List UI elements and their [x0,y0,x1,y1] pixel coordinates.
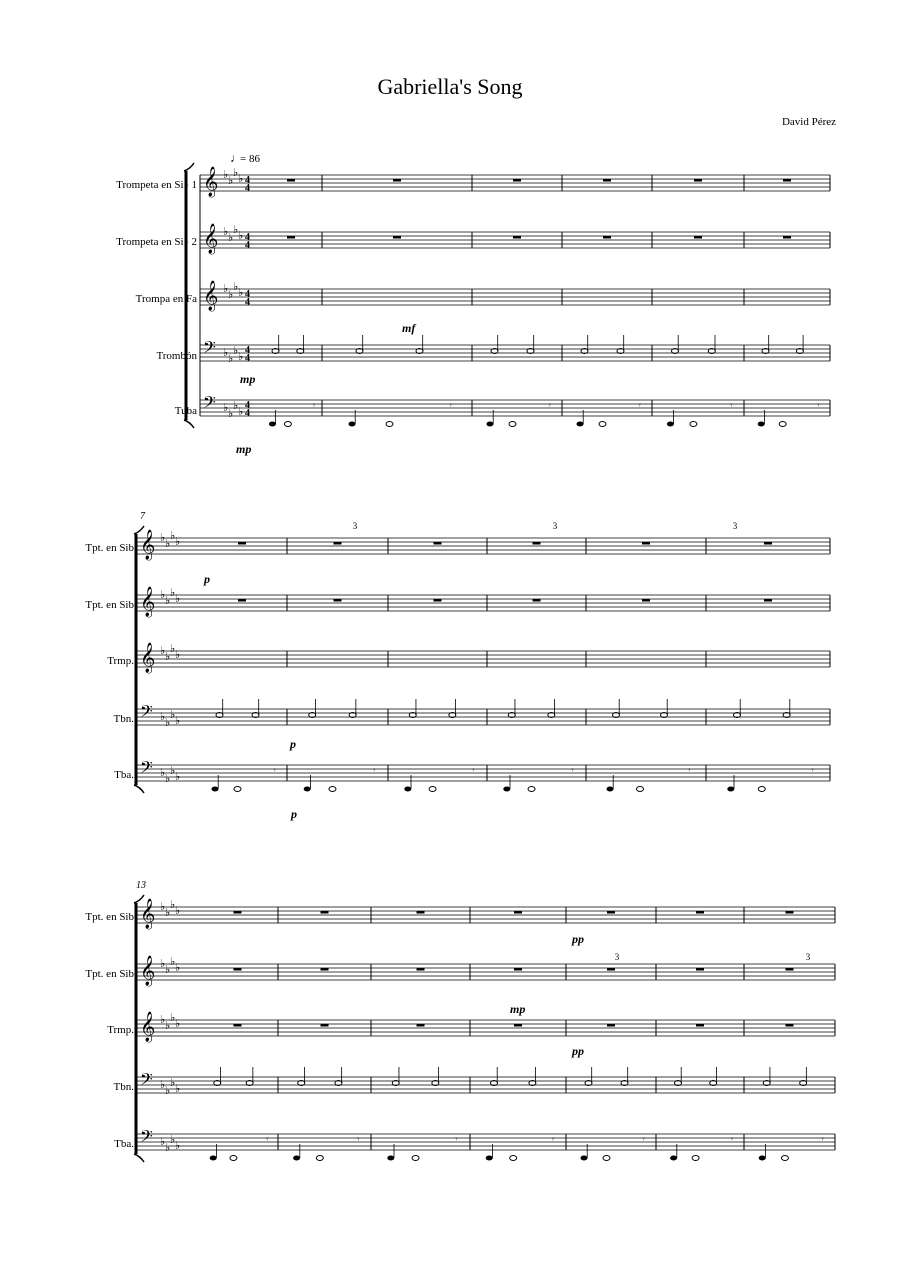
score-title: Gabriella's Song [377,74,523,99]
treble-clef-icon: 𝄞 [140,530,156,559]
whole-rest-icon [393,236,401,239]
flat-icon: ♭ [165,773,171,785]
dynamic-marking: mp [236,442,252,456]
dynamic-marking: mf [402,321,416,335]
bass-clef-icon: 𝄢 [140,1128,153,1150]
treble-clef-icon: 𝄞 [140,899,156,928]
flat-icon: ♭ [170,765,176,777]
whole-rest-icon [607,1024,615,1027]
dynamic-marking: p [291,807,297,821]
tempo-note-icon: ♩ [230,151,242,165]
instrument-label: Trompeta en Si♭ 2 [116,236,197,248]
flat-icon: ♭ [165,717,171,729]
flat-icon: ♭ [228,175,234,187]
flat-icon: ♭ [160,901,166,913]
time-signature-top: 4 [245,345,250,356]
note-head [293,1156,300,1161]
instrument-label: Trmp. [107,655,134,667]
flat-icon: ♭ [160,711,166,723]
flat-icon: ♭ [170,709,176,721]
dynamic-marking: mp [510,1002,526,1016]
whole-rest-icon [533,599,541,602]
whole-rest-icon [514,911,522,914]
flat-icon: ♭ [160,645,166,657]
whole-rest-icon [603,179,611,182]
whole-rest-icon [238,599,246,602]
instrument-label: Trmp. [107,1024,134,1036]
flat-icon: ♭ [160,958,166,970]
flat-icon: ♭ [175,1018,181,1030]
whole-rest-icon [696,911,704,914]
whole-rest-icon [434,542,442,545]
time-signature-top: 4 [245,289,250,300]
flat-icon: ♭ [175,536,181,548]
flat-icon: ♭ [170,643,176,655]
whole-rest-icon [783,236,791,239]
instrument-label: Tbn. [113,713,134,725]
whole-rest-icon [234,911,242,914]
bracket-hook [184,420,194,428]
flat-icon: ♭ [165,907,171,919]
treble-clef-icon: 𝄞 [203,167,219,196]
whole-rest-icon [287,179,295,182]
whole-rest-icon [238,542,246,545]
flat-icon: ♭ [170,587,176,599]
whole-rest-icon [786,911,794,914]
note-head [404,787,411,792]
bracket-hook [134,1154,144,1162]
flat-icon: ♭ [238,230,244,242]
flat-icon: ♭ [165,538,171,550]
eighth-rest-icon: 𝄾 [811,765,814,775]
whole-rest-icon [393,179,401,182]
note-head [667,422,674,427]
flat-icon: ♭ [170,530,176,542]
whole-rest-icon [334,599,342,602]
note-head [210,1156,217,1161]
time-signature-bottom: 4 [245,408,250,419]
tuplet-number: 3 [732,521,738,531]
whole-rest-icon [321,1024,329,1027]
whole-rest-icon [607,968,615,971]
flat-icon: ♭ [170,956,176,968]
tempo-text: = 86 [240,153,260,165]
note-head [329,787,336,792]
treble-clef-icon: 𝄞 [140,1012,156,1041]
whole-rest-icon [234,968,242,971]
dynamic-marking: pp [572,1044,584,1058]
eighth-rest-icon: 𝄾 [551,1134,555,1144]
note-head [603,1156,610,1161]
instrument-label: Trompeta en Si♭ 1 [116,179,197,191]
whole-rest-icon [696,1024,704,1027]
note-head [690,422,697,427]
instrument-label: Tba. [114,769,134,781]
note-head [528,787,535,792]
flat-icon: ♭ [165,964,171,976]
whole-rest-icon [234,1024,242,1027]
flat-icon: ♭ [165,595,171,607]
note-head [486,1156,493,1161]
flat-icon: ♭ [165,1085,171,1097]
flat-icon: ♭ [223,402,229,414]
time-signature-top: 4 [245,400,250,411]
treble-clef-icon: 𝄞 [140,956,156,985]
note-head [758,422,765,427]
instrument-label: Tpt. en Sib [85,911,134,923]
note-head [212,787,219,792]
eighth-rest-icon: 𝄾 [449,400,452,410]
instrument-label: Tba. [114,1138,134,1150]
note-head [230,1156,237,1161]
note-head [510,1156,517,1161]
flat-icon: ♭ [233,224,239,236]
flat-icon: ♭ [238,287,244,299]
note-head [637,787,644,792]
time-signature-bottom: 4 [245,297,250,308]
eighth-rest-icon: 𝄾 [372,765,376,775]
treble-clef-icon: 𝄞 [140,587,156,616]
measure-number: 13 [136,880,146,891]
note-head [316,1156,323,1161]
whole-rest-icon [513,179,521,182]
flat-icon: ♭ [233,167,239,179]
tuplet-number: 3 [352,521,358,531]
flat-icon: ♭ [233,281,239,293]
whole-rest-icon [513,236,521,239]
note-head [387,1156,394,1161]
note-head [412,1156,419,1161]
eighth-rest-icon: 𝄾 [817,400,820,410]
flat-icon: ♭ [223,283,229,295]
flat-icon: ♭ [160,767,166,779]
tuplet-number: 3 [614,952,620,962]
whole-rest-icon [783,179,791,182]
flat-icon: ♭ [175,593,181,605]
flat-icon: ♭ [223,347,229,359]
whole-rest-icon [334,542,342,545]
whole-rest-icon [321,968,329,971]
system-2-labels [85,511,737,821]
flat-icon: ♭ [228,232,234,244]
flat-icon: ♭ [238,406,244,418]
flat-icon: ♭ [233,345,239,357]
flat-icon: ♭ [170,1012,176,1024]
instrument-label: Tbn. [113,1081,134,1093]
instrument-label: Tpt. en Sib [85,968,134,980]
flat-icon: ♭ [175,962,181,974]
eighth-rest-icon: 𝄾 [638,400,641,410]
note-head [304,787,311,792]
time-signature-bottom: 4 [245,353,250,364]
flat-icon: ♭ [175,715,181,727]
flat-icon: ♭ [160,532,166,544]
flat-icon: ♭ [170,1077,176,1089]
note-head [349,422,356,427]
note-head [758,787,765,792]
eighth-rest-icon: 𝄾 [688,765,691,775]
eighth-rest-icon: 𝄾 [265,1134,269,1144]
instrument-label: Trompa en Fa [135,293,197,305]
whole-rest-icon [694,179,702,182]
note-head [670,1156,677,1161]
whole-rest-icon [607,911,615,914]
bass-clef-icon: 𝄢 [203,394,216,416]
whole-rest-icon [417,968,425,971]
treble-clef-icon: 𝄞 [203,224,219,253]
instrument-label: Trombón [156,350,197,362]
system-1-labels [116,179,416,456]
instrument-label: Tpt. en Sib [85,599,134,611]
system-3-labels [85,880,810,1150]
flat-icon: ♭ [175,771,181,783]
flat-icon: ♭ [165,1020,171,1032]
bracket-hook [184,163,194,171]
flat-icon: ♭ [233,400,239,412]
note-head [781,1156,788,1161]
flat-icon: ♭ [160,1136,166,1148]
eighth-rest-icon: 𝄾 [730,400,733,410]
instrument-label: Tpt. en Sib [85,542,134,554]
bass-clef-icon: 𝄢 [203,339,216,361]
whole-rest-icon [764,599,772,602]
eighth-rest-icon: 𝄾 [455,1134,458,1144]
whole-rest-icon [434,599,442,602]
eighth-rest-icon: 𝄾 [312,400,316,410]
note-head [577,422,584,427]
whole-rest-icon [696,968,704,971]
note-head [509,422,516,427]
note-head [727,787,734,792]
flat-icon: ♭ [175,1140,181,1152]
eighth-rest-icon: 𝄾 [273,765,276,775]
whole-rest-icon [514,968,522,971]
note-head [269,422,276,427]
flat-icon: ♭ [160,1014,166,1026]
measure-number: 7 [140,511,145,522]
time-signature-top: 4 [245,175,250,186]
bracket-hook [134,785,144,793]
flat-icon: ♭ [223,226,229,238]
flat-icon: ♭ [165,651,171,663]
treble-clef-icon: 𝄞 [140,643,156,672]
note-head [779,422,786,427]
eighth-rest-icon: 𝄾 [357,1134,360,1144]
flat-icon: ♭ [238,173,244,185]
eighth-rest-icon: 𝄾 [821,1134,824,1144]
dynamic-marking: pp [572,932,584,946]
eighth-rest-icon: 𝄾 [472,765,475,775]
flat-icon: ♭ [165,1142,171,1154]
whole-rest-icon [321,911,329,914]
whole-rest-icon [514,1024,522,1027]
note-head [429,787,436,792]
whole-rest-icon [642,542,650,545]
note-head [284,422,291,427]
flat-icon: ♭ [238,351,244,363]
eighth-rest-icon: 𝄾 [730,1134,734,1144]
whole-rest-icon [786,1024,794,1027]
note-head [607,787,614,792]
note-head [581,1156,588,1161]
composer-name: David Pérez [781,116,836,128]
time-signature-top: 4 [245,232,250,243]
note-head [234,787,241,792]
whole-rest-icon [287,236,295,239]
bass-clef-icon: 𝄢 [140,759,153,781]
bass-clef-icon: 𝄢 [140,1071,153,1093]
note-head [386,422,393,427]
flat-icon: ♭ [160,589,166,601]
whole-rest-icon [417,911,425,914]
bass-clef-icon: 𝄢 [140,703,153,725]
whole-rest-icon [786,968,794,971]
note-head [503,787,510,792]
flat-icon: ♭ [175,649,181,661]
flat-icon: ♭ [160,1079,166,1091]
flat-icon: ♭ [170,899,176,911]
notation-layer [134,163,835,1162]
note-head [487,422,494,427]
note-head [599,422,606,427]
flat-icon: ♭ [175,1083,181,1095]
eighth-rest-icon: 𝄾 [571,765,574,775]
tuplet-number: 3 [552,521,558,531]
tempo-marking [230,151,260,165]
flat-icon: ♭ [223,169,229,181]
instrument-label: Tuba [174,405,197,417]
time-signature-bottom: 4 [245,240,250,251]
flat-icon: ♭ [175,905,181,917]
note-head [759,1156,766,1161]
flat-icon: ♭ [228,353,234,365]
whole-rest-icon [642,599,650,602]
flat-icon: ♭ [228,289,234,301]
treble-clef-icon: 𝄞 [203,281,219,310]
time-signature-bottom: 4 [245,183,250,194]
dynamic-marking: p [204,572,210,586]
flat-icon: ♭ [170,1134,176,1146]
whole-rest-icon [533,542,541,545]
flat-icon: ♭ [228,408,234,420]
tuplet-number: 3 [805,952,811,962]
eighth-rest-icon: 𝄾 [548,400,551,410]
whole-rest-icon [764,542,772,545]
whole-rest-icon [694,236,702,239]
eighth-rest-icon: 𝄾 [642,1134,645,1144]
dynamic-marking: mp [240,372,256,386]
whole-rest-icon [417,1024,425,1027]
note-head [692,1156,699,1161]
whole-rest-icon [603,236,611,239]
dynamic-marking: p [290,737,296,751]
